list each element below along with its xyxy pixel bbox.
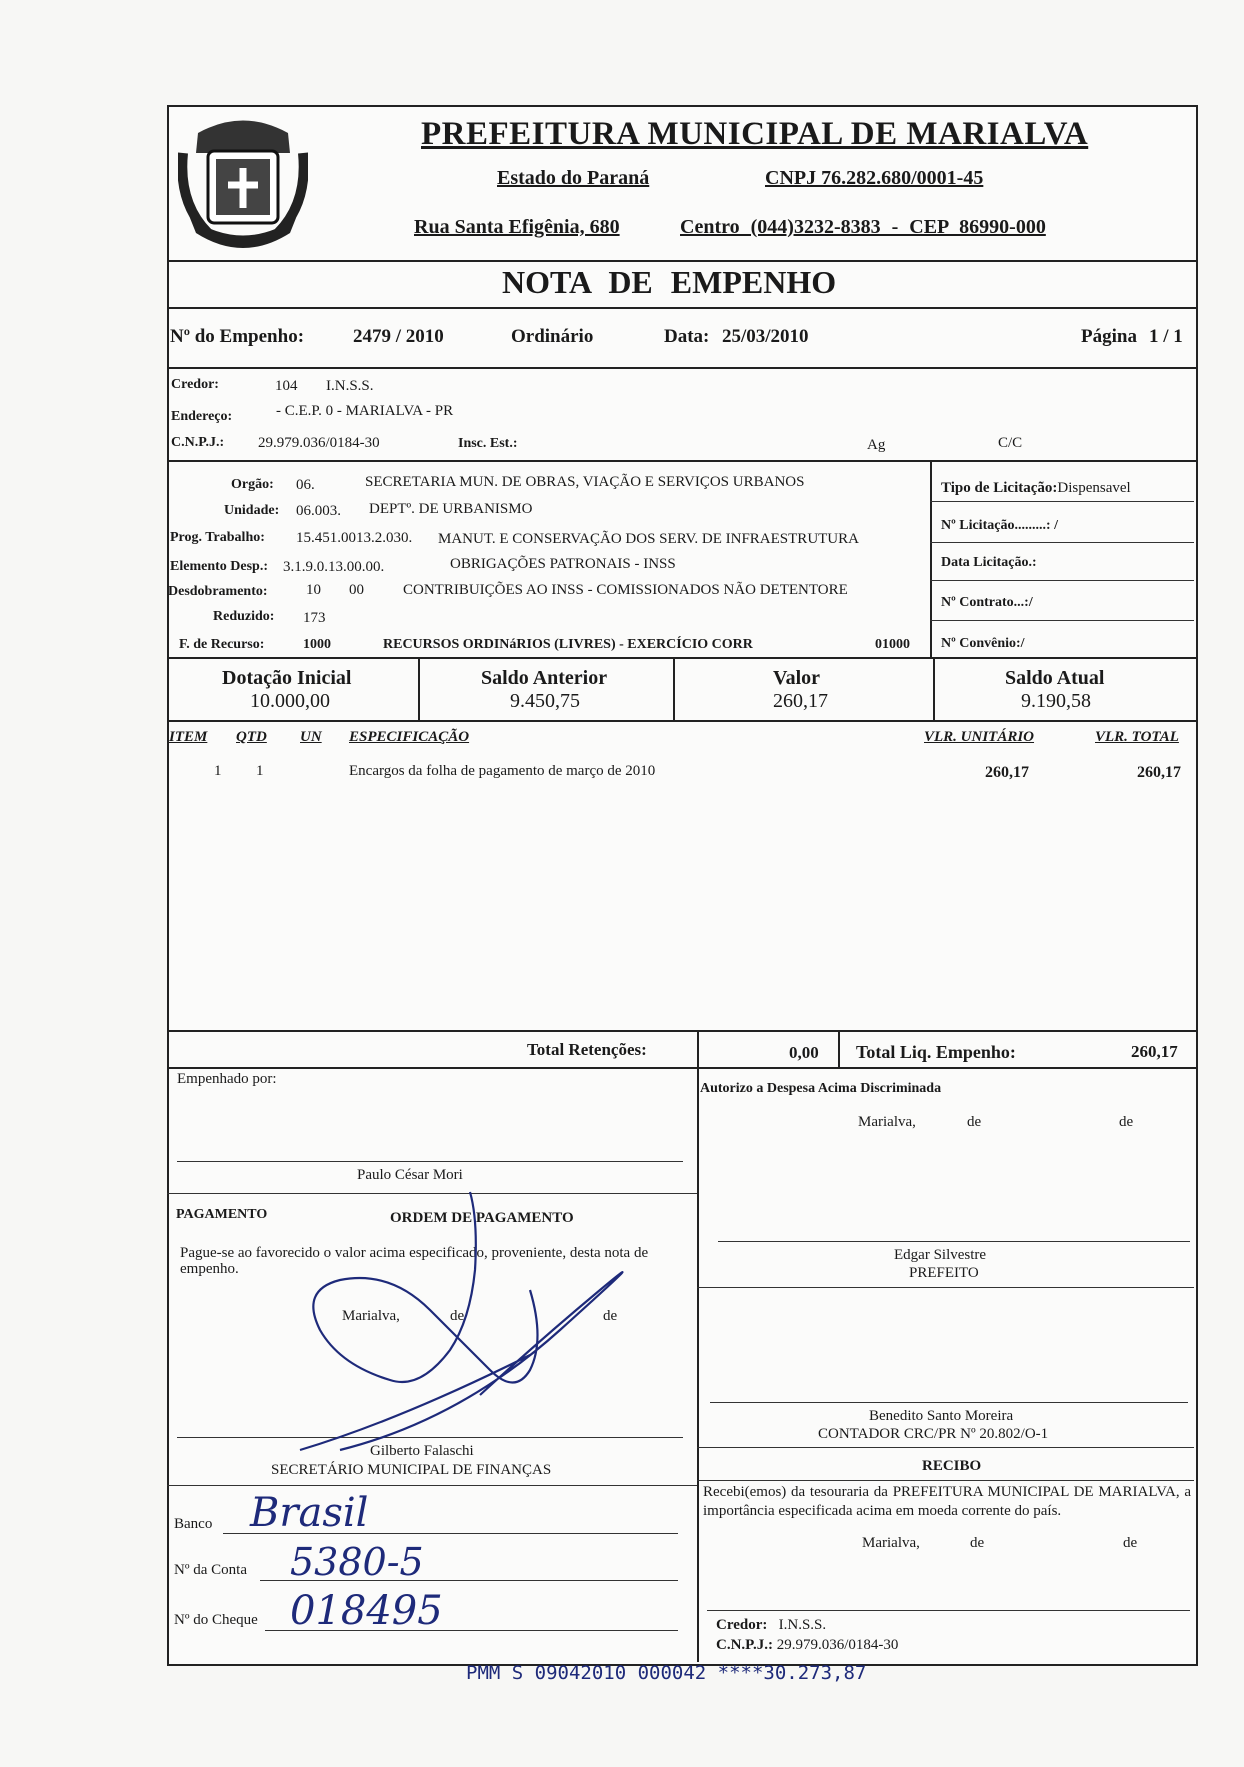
- conta-label: Nº da Conta: [174, 1562, 247, 1578]
- numero-convenio: Nº Convênio:/: [941, 636, 1025, 651]
- elemento-label: Elemento Desp.:: [170, 559, 268, 574]
- recurso-code: 1000: [303, 637, 331, 652]
- unidade-desc: DEPTº. DE URBANISMO: [369, 501, 533, 517]
- municipal-coat-of-arms: [178, 113, 308, 248]
- recibo-de-1: de: [970, 1535, 985, 1551]
- numero-licitacao: Nº Licitação.........: /: [941, 518, 1058, 533]
- desdobramento-code-1: 10: [306, 582, 321, 598]
- total-liquido-value: 260,17: [1131, 1042, 1178, 1061]
- empenho-number-label: Nº do Empenho:: [170, 326, 305, 347]
- orgao-label: Orgão:: [231, 477, 274, 492]
- endereco-value: - C.E.P. 0 - MARIALVA - PR: [276, 403, 454, 419]
- municipality-title: PREFEITURA MUNICIPAL DE MARIALVA: [421, 116, 1089, 152]
- contador-name: Benedito Santo Moreira: [869, 1408, 1014, 1424]
- autorizo-text: Autorizo a Despesa Acima Discriminada: [700, 1081, 942, 1096]
- street-address: Rua Santa Efigênia, 680: [414, 216, 620, 238]
- desdobramento-label: Desdobramento:: [168, 584, 268, 599]
- prog-desc: MANUT. E CONSERVAÇÃO DOS SERV. DE INFRAESTRUTURA: [438, 531, 859, 547]
- row-especificacao: Encargos da folha de pagamento de março de 2010: [349, 763, 656, 779]
- cnpj-header: CNPJ 76.282.680/0001-45: [765, 167, 984, 189]
- empenho-number: 2479 / 2010: [353, 326, 444, 347]
- autorizo-de-2: de: [1119, 1114, 1134, 1130]
- valor-value: 260,17: [773, 690, 828, 712]
- recibo-de-2: de: [1123, 1535, 1138, 1551]
- numero-contrato: Nº Contrato...:/: [941, 595, 1033, 610]
- tipo-licitacao: Tipo de Licitação:Dispensavel: [941, 480, 1131, 496]
- dotacao-inicial-value: 10.000,00: [250, 690, 330, 712]
- total-retencoes-value: 0,00: [789, 1043, 819, 1062]
- pagamento-label: PAGAMENTO: [176, 1207, 268, 1222]
- empenhado-por-name: Paulo César Mori: [357, 1167, 463, 1183]
- recurso-label: F. de Recurso:: [179, 637, 265, 652]
- saldo-atual-value: 9.190,58: [1021, 690, 1091, 712]
- saldo-atual-label: Saldo Atual: [1005, 667, 1105, 689]
- endereco-label: Endereço:: [171, 409, 233, 424]
- saldo-anterior-label: Saldo Anterior: [481, 667, 608, 689]
- secretario-title: SECRETÁRIO MUNICIPAL DE FINANÇAS: [271, 1462, 552, 1478]
- credor-label: Credor:: [171, 377, 219, 392]
- reduzido-value: 173: [303, 610, 326, 626]
- recibo-credor: Credor: I.N.S.S.: [716, 1617, 827, 1633]
- recibo-text: Recebi(emos) da tesouraria da PREFEITURA MUNICIPAL DE MARIALVA, a importância especificada acima em moeda corrente do país.: [703, 1484, 1191, 1519]
- elemento-code: 3.1.9.0.13.00.00.: [283, 559, 385, 575]
- autorizo-de-1: de: [967, 1114, 982, 1130]
- reduzido-label: Reduzido:: [213, 609, 275, 624]
- prog-label: Prog. Trabalho:: [170, 530, 265, 545]
- banco-value: Brasil: [250, 1490, 369, 1536]
- dotacao-inicial-label: Dotação Inicial: [222, 667, 352, 689]
- state-name: Estado do Paraná: [497, 167, 650, 189]
- empenho-type: Ordinário: [511, 326, 594, 347]
- desdobramento-desc: CONTRIBUIÇÕES AO INSS - COMISSIONADOS NÃO DETENTORE: [403, 582, 848, 598]
- data-licitacao: Data Licitação.:: [941, 555, 1037, 570]
- credor-cnpj: 29.979.036/0184-30: [258, 435, 380, 451]
- col-especificacao: ESPECIFICAÇÃO: [349, 729, 470, 745]
- page-number: 1 / 1: [1149, 326, 1183, 347]
- banco-label: Banco: [174, 1516, 213, 1532]
- recibo-city: Marialva,: [862, 1535, 920, 1551]
- col-vlr-unitario: VLR. UNITÁRIO: [924, 729, 1035, 745]
- saldo-anterior-value: 9.450,75: [510, 690, 580, 712]
- orgao-code: 06.: [296, 477, 315, 493]
- empenho-date: 25/03/2010: [722, 326, 809, 347]
- empenhado-por-label: Empenhado por:: [177, 1071, 277, 1087]
- pagamento-de-1: de: [450, 1308, 465, 1324]
- conta-value: 5380-5: [290, 1540, 424, 1584]
- desdobramento-code-2: 00: [349, 582, 364, 598]
- secretario-name: Gilberto Falaschi: [370, 1443, 474, 1459]
- insc-est-label: Insc. Est.:: [458, 436, 518, 451]
- col-item: ITEM: [169, 729, 208, 745]
- ag-label: Ag: [867, 437, 886, 453]
- contador-title: CONTADOR CRC/PR Nº 20.802/O-1: [818, 1426, 1049, 1442]
- prefeito-name: Edgar Silvestre: [894, 1247, 987, 1263]
- pagamento-city: Marialva,: [342, 1308, 400, 1324]
- total-retencoes-label: Total Retenções:: [527, 1040, 647, 1059]
- col-un: UN: [300, 729, 322, 745]
- unidade-code: 06.003.: [296, 503, 341, 519]
- handwritten-signature: [280, 1180, 700, 1480]
- orgao-desc: SECRETARIA MUN. DE OBRAS, VIAÇÃO E SERVIÇOS URBANOS: [365, 474, 805, 490]
- autorizo-city: Marialva,: [858, 1114, 916, 1130]
- row-vlr-total: 260,17: [1137, 764, 1181, 781]
- row-item: 1: [214, 763, 222, 779]
- date-label: Data:: [664, 326, 710, 347]
- recurso-desc: RECURSOS ORDINáRIOS (LIVRES) - EXERCÍCIO CORR: [383, 637, 753, 652]
- row-vlr-unitario: 260,17: [985, 764, 1029, 781]
- col-qtd: QTD: [236, 729, 267, 745]
- cc-label: C/C: [998, 435, 1023, 451]
- mechanical-stamp: PMM S 09042010 000042 ****30.273,87: [466, 1662, 867, 1684]
- row-qtd: 1: [256, 763, 264, 779]
- cheque-value: 018495: [290, 1588, 443, 1634]
- pagamento-text: Pague-se ao favorecido o valor acima especificado, proveniente, desta nota de empenho.: [180, 1245, 649, 1277]
- credor-code: 104: [275, 378, 298, 394]
- col-vlr-total: VLR. TOTAL: [1095, 729, 1179, 745]
- elemento-desc: OBRIGAÇÕES PATRONAIS - INSS: [450, 556, 676, 572]
- unidade-label: Unidade:: [224, 503, 280, 518]
- contact-line: Centro (044)3232-8383 - CEP 86990-000: [680, 216, 1046, 238]
- prefeito-title: PREFEITO: [909, 1265, 979, 1281]
- recibo-title: RECIBO: [922, 1458, 982, 1474]
- recibo-cnpj: C.N.P.J.: 29.979.036/0184-30: [716, 1637, 899, 1653]
- cnpj-label: C.N.P.J.:: [171, 435, 225, 450]
- credor-name: I.N.S.S.: [326, 378, 374, 394]
- total-liquido-label: Total Liq. Empenho:: [856, 1042, 1016, 1062]
- cheque-label: Nº do Cheque: [174, 1612, 258, 1628]
- page-label: Página: [1081, 326, 1137, 347]
- pagamento-de-2: de: [603, 1308, 618, 1324]
- recurso-code-2: 01000: [875, 637, 910, 652]
- valor-label: Valor: [773, 667, 821, 689]
- ordem-pagamento-title: ORDEM DE PAGAMENTO: [390, 1210, 574, 1226]
- prog-code: 15.451.0013.2.030.: [296, 530, 413, 546]
- document-title: NOTA DE EMPENHO: [502, 264, 837, 300]
